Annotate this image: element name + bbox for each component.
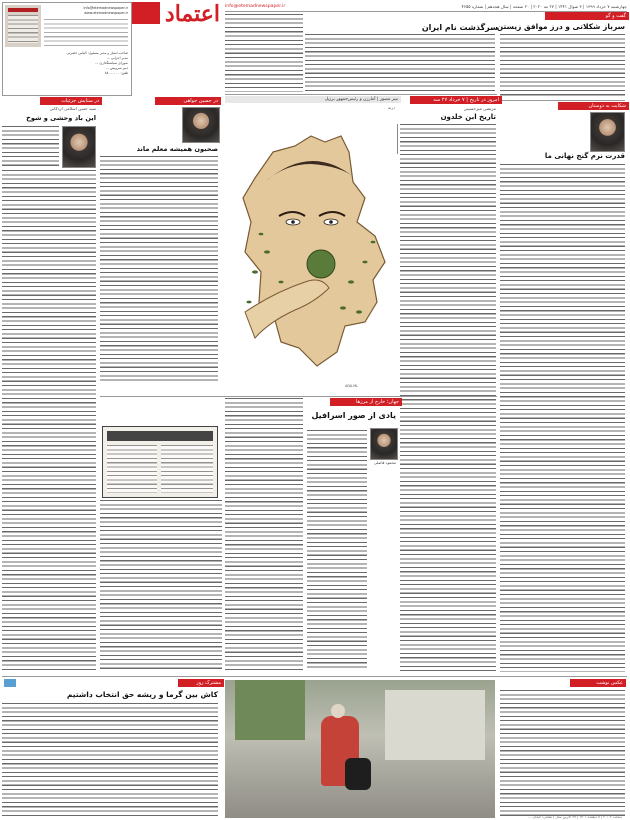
site-links: [44, 6, 128, 16]
article-body: [2, 703, 218, 817]
info-line: صاحب امتیاز و مدیر مسئول: الیاس حضرتی: [66, 51, 128, 55]
section-label-history: امروز در تاریخ | ۷ خرداد ۲۷ سه: [410, 96, 502, 104]
author-photo: [182, 107, 220, 143]
section-label-details: در ستایش جزئیات: [40, 97, 102, 105]
wall: [385, 690, 485, 760]
masthead-info: [6, 51, 128, 76]
headline-history: تاریخ ابن خلدون: [440, 113, 496, 121]
headline-choice: کاش بین گرما و ریشه حق انتخاب داشتیم: [66, 690, 218, 699]
cartoon-svg: [225, 112, 397, 394]
section-label-photo: عکس نوشت: [570, 679, 626, 687]
info-line: دبیر سرویس ...: [105, 66, 128, 70]
site-link-web[interactable]: www.etemadnewspaper.ir: [84, 11, 128, 15]
info-line: تلفن: ۸۸۰۰۰۰۰۰: [104, 71, 128, 75]
article-body: [100, 500, 222, 670]
trees: [235, 680, 305, 740]
article-body: [2, 126, 59, 168]
site-link-email[interactable]: info@etemadnewspaper.ir: [83, 6, 128, 10]
author-photo: [62, 126, 96, 168]
history-author: مرتضی میرحسینی: [463, 106, 496, 111]
section-label-friends: شکایت به دوستان: [558, 102, 629, 110]
info-line: شورای سیاستگذاری ...: [95, 61, 128, 65]
street-photo: [225, 680, 495, 818]
garbage-bag: [345, 758, 371, 790]
date-line: چهارشنبه ۷ خرداد ۱۳۹۹ | ۳ شوال ۱۴۴۱ | ۲۷ مه ۲۰۲۰ | ۲۰ صفحه | سال هجدهم | شماره ۴۶۵۵: [461, 4, 627, 9]
article-body: [500, 34, 625, 98]
front-page-thumbnail: [5, 5, 41, 47]
masthead-box: [2, 2, 132, 96]
article-body: [225, 14, 303, 92]
cartoon-credit: درنه: [388, 105, 395, 110]
article-body: [307, 430, 367, 670]
cartoonist-signature: ADA.ML: [345, 384, 359, 388]
article-body: [2, 170, 96, 670]
contact-url[interactable]: info@etemadnewspaper.ir: [225, 4, 286, 9]
headline-right-1: سرباز شکلاتی و درز موافق زیستن: [496, 22, 625, 31]
red-block: [132, 2, 160, 24]
info-line: مدیر اجرایی ...: [106, 56, 128, 60]
author-photo: [590, 112, 625, 152]
headline-teacher: صحبون همیشه معلم ماند: [136, 145, 218, 153]
section-label-common: مشترک روز: [178, 679, 224, 687]
article-body: [100, 156, 218, 382]
headline-israfil: یادی از صور اسرافیل: [311, 411, 396, 420]
headline-name-iran: سرگذشت نام ایران: [421, 23, 498, 32]
plant-ball: [307, 250, 335, 278]
section-label-world: جهان؛ خارج از مرزها: [330, 398, 402, 406]
israfil-author: محمود فاضلی: [373, 460, 396, 465]
author-photo: [370, 428, 398, 460]
old-newspaper-image: [102, 426, 218, 498]
cartoon-title-bar: تیتر مصور | آمارزن و رئیس‌جمهور برزیل: [225, 96, 401, 103]
cartoon-illustration: [225, 112, 397, 394]
section-label-interview: گفت و گو: [545, 12, 629, 20]
footer-line: ساعت ۲۰:۰۳ | ۸ ذیقعده ۱۴۰۱ | ۲۷ آخرین سال | نشانی: خیابان ...: [528, 815, 622, 819]
headline-right-2: قدرت نرم گنج نهانی ما: [544, 152, 625, 160]
section-label-javaheri: در حسین جواهی: [155, 97, 221, 105]
article-body: [400, 124, 496, 672]
headline-wind: این باد وحشی و شوخ: [26, 114, 96, 122]
article-body: [500, 164, 625, 672]
author-name: سید حسن اسلامی اردکانی: [49, 106, 96, 111]
newspaper-logo: اعتماد: [164, 1, 220, 27]
article-body: [225, 398, 303, 670]
masthead-fineprint: [44, 19, 128, 47]
article-body: [305, 34, 495, 92]
twitter-icon: [4, 679, 16, 687]
map-face: [243, 136, 385, 366]
article-body: [500, 690, 625, 817]
